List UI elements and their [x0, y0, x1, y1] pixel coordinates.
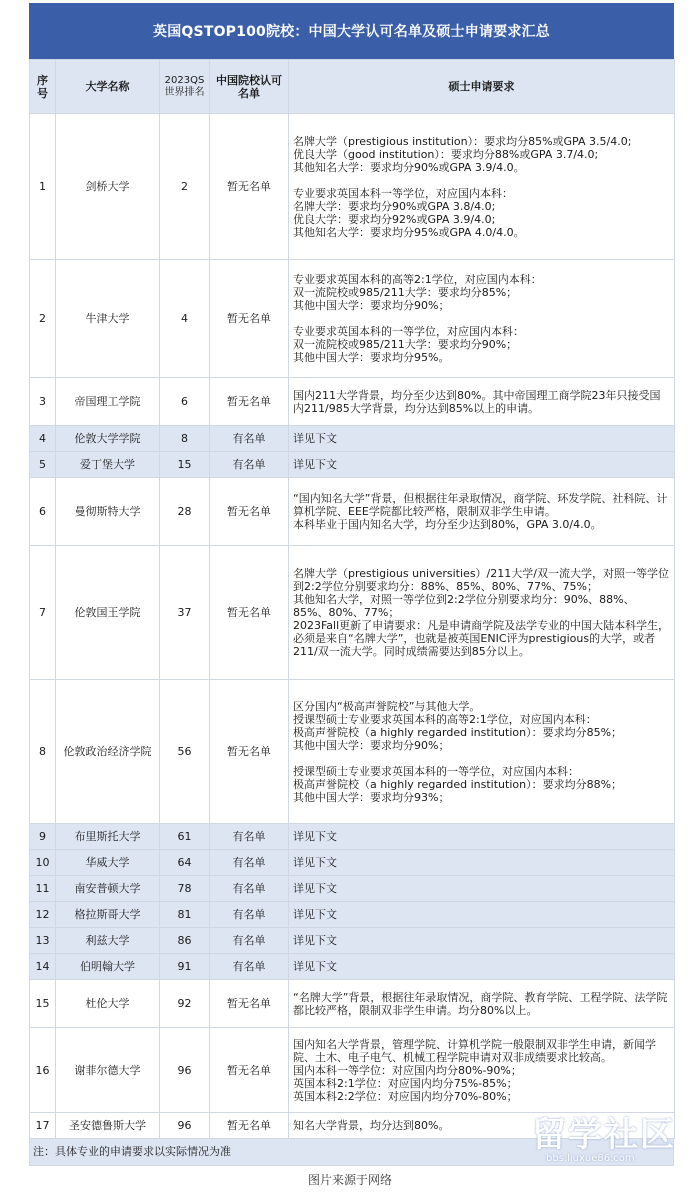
cell-no: 2	[30, 260, 56, 378]
header-rank: 2023QS世界排名	[160, 60, 210, 114]
table-row	[30, 824, 675, 850]
requirement-line: 专业要求英国本科的高等2:1学位，对应国内本科：	[293, 273, 542, 286]
watermark-logo	[532, 1117, 682, 1169]
cell-name: 格拉斯哥大学	[56, 902, 160, 928]
cell-name: 爱丁堡大学	[56, 452, 160, 478]
cell-name: 华威大学	[56, 850, 160, 876]
table-row	[30, 260, 675, 378]
cell-rank: 91	[160, 954, 210, 980]
cell-requirements	[289, 980, 675, 1028]
requirement-line: 其他知名大学：要求均分90%或GPA 3.9/4.0。	[293, 160, 525, 174]
cell-no: 7	[30, 546, 56, 680]
table-row	[30, 876, 675, 902]
cell-name: 剑桥大学	[56, 114, 160, 260]
cell-no: 9	[30, 824, 56, 850]
cell-no: 11	[30, 876, 56, 902]
requirement-line: 其他中国大学：要求均分95%。	[293, 351, 450, 364]
cell-no: 16	[30, 1028, 56, 1113]
requirement-line: 授课型硕士专业要求英国本科的高等2:1学位，对应国内本科：	[293, 712, 597, 726]
cell-rank: 92	[160, 980, 210, 1028]
cell-requirements	[289, 954, 675, 980]
cell-name: 谢菲尔德大学	[56, 1028, 160, 1113]
requirement-line: 详见下文	[293, 856, 337, 869]
cell-requirements	[289, 378, 675, 426]
cell-list: 有名单	[210, 850, 289, 876]
cell-no: 1	[30, 114, 56, 260]
cell-rank: 2	[160, 114, 210, 260]
cell-name: 曼彻斯特大学	[56, 478, 160, 546]
cell-list: 暂无名单	[210, 260, 289, 378]
requirement-line: 国内本科一等学位：对应国内均分80%-90%；	[293, 1063, 522, 1077]
cell-requirements	[289, 824, 675, 850]
cell-list: 有名单	[210, 954, 289, 980]
cell-requirements	[289, 928, 675, 954]
cell-no: 5	[30, 452, 56, 478]
cell-list: 暂无名单	[210, 1113, 289, 1139]
cell-list: 有名单	[210, 928, 289, 954]
cell-list: 有名单	[210, 824, 289, 850]
requirement-line: 极高声誉院校（a highly regarded institution）：要求均分88%；	[293, 777, 623, 791]
cell-rank: 6	[160, 378, 210, 426]
cell-rank: 96	[160, 1028, 210, 1113]
requirement-line: 专业要求英国本科的一等学位，对应国内本科：	[293, 325, 524, 338]
header-name: 大学名称	[56, 60, 160, 114]
table-row	[30, 546, 675, 680]
cell-list: 暂无名单	[210, 680, 289, 824]
cell-list: 有名单	[210, 902, 289, 928]
requirement-line: 国内211大学背景，均分至少达到80%。其中帝国理工商学院23年只接受国内211/985大学背景，均分达到85%以上的申请。	[293, 388, 661, 415]
requirement-line	[293, 752, 670, 765]
table-row	[30, 478, 675, 546]
requirement-line: 优良大学（good institution）：要求均分88%或GPA 3.7/4.0;	[293, 147, 599, 161]
cell-name: 伦敦政治经济学院	[56, 680, 160, 824]
cell-requirements	[289, 546, 675, 680]
requirement-line: 专业要求英国本科一等学位，对应国内本科：	[293, 186, 513, 200]
requirement-line: 授课型硕士专业要求英国本科的一等学位，对应国内本科：	[293, 764, 579, 778]
cell-no: 13	[30, 928, 56, 954]
cell-name: 布里斯托大学	[56, 824, 160, 850]
requirement-line: 详见下文	[293, 432, 337, 445]
cell-no: 6	[30, 478, 56, 546]
cell-no: 14	[30, 954, 56, 980]
cell-list: 暂无名单	[210, 478, 289, 546]
cell-rank: 78	[160, 876, 210, 902]
requirement-line: 英国本科2:2学位：对应国内均分70%-80%；	[293, 1089, 518, 1103]
table-row	[30, 680, 675, 824]
cell-name: 杜伦大学	[56, 980, 160, 1028]
footnote: 注：具体专业的申请要求以实际情况为准	[29, 1139, 674, 1166]
header-no: 序号	[30, 60, 56, 114]
requirement-line: 详见下文	[293, 458, 337, 471]
cell-rank: 4	[160, 260, 210, 378]
requirement-line: 详见下文	[293, 830, 337, 843]
cell-name: 南安普顿大学	[56, 876, 160, 902]
table-row	[30, 378, 675, 426]
requirement-line: 知名大学背景，均分达到80%。	[293, 1119, 450, 1132]
cell-rank: 15	[160, 452, 210, 478]
cell-rank: 28	[160, 478, 210, 546]
requirement-line: 区分国内“极高声誉院校”与其他大学。	[293, 699, 481, 713]
cell-requirements	[289, 114, 675, 260]
requirement-line: “名牌大学”背景，根据往年录取情况，商学院、教育学院、工程学院、法学院都比较严格，限制双非学生申请。均分80%以上。	[293, 990, 668, 1017]
requirement-line: 其他中国大学：要求均分90%；	[293, 738, 450, 752]
cell-rank: 96	[160, 1113, 210, 1139]
cell-list: 暂无名单	[210, 1028, 289, 1113]
requirement-line: 极高声誉院校（a highly regarded institution）：要求均分85%；	[293, 725, 623, 739]
header-req: 硕士申请要求	[289, 60, 675, 114]
cell-no: 17	[30, 1113, 56, 1139]
table-row	[30, 850, 675, 876]
requirement-line: 双一流院校或985/211大学：要求均分85%；	[293, 286, 518, 299]
table-row	[30, 426, 675, 452]
table-row	[30, 114, 675, 260]
cell-requirements	[289, 850, 675, 876]
cell-requirements	[289, 478, 675, 546]
table-row	[30, 928, 675, 954]
cell-no: 4	[30, 426, 56, 452]
requirement-line: 本科毕业于国内知名大学，均分至少达到80%，GPA 3.0/4.0。	[293, 518, 602, 531]
cell-list: 暂无名单	[210, 980, 289, 1028]
requirement-line: 优良大学：要求均分92%或GPA 3.9/4.0;	[293, 212, 496, 226]
cell-rank: 37	[160, 546, 210, 680]
cell-name: 伯明翰大学	[56, 954, 160, 980]
cell-rank: 86	[160, 928, 210, 954]
requirement-line: 2023Fall更新了申请要求：凡是申请商学院及法学专业的中国大陆本科学生，必须是来自“名牌大学”，也就是被英国ENIC评为prestigious的大学，或者211/双一流大学。同时成绩需要达到85分以上。	[293, 619, 670, 658]
table-row	[30, 1028, 675, 1113]
requirement-line	[293, 312, 670, 325]
cell-rank: 56	[160, 680, 210, 824]
cell-name: 利兹大学	[56, 928, 160, 954]
cell-name: 帝国理工学院	[56, 378, 160, 426]
requirement-line: 其他中国大学：要求均分93%；	[293, 790, 450, 804]
cell-requirements	[289, 1028, 675, 1113]
header-list: 中国院校认可名单	[210, 60, 289, 114]
requirement-line: 名牌大学：要求均分90%或GPA 3.8/4.0;	[293, 199, 496, 213]
requirement-line	[293, 174, 670, 187]
requirement-line: 详见下文	[293, 934, 337, 947]
cell-list: 暂无名单	[210, 378, 289, 426]
table-row	[30, 954, 675, 980]
cell-list: 暂无名单	[210, 114, 289, 260]
cell-no: 15	[30, 980, 56, 1028]
cell-requirements	[289, 876, 675, 902]
cell-name: 伦敦国王学院	[56, 546, 160, 680]
cell-list: 有名单	[210, 426, 289, 452]
requirement-line: 其他中国大学：要求均分90%；	[293, 299, 450, 312]
cell-no: 12	[30, 902, 56, 928]
cell-requirements	[289, 902, 675, 928]
cell-name: 伦敦大学学院	[56, 426, 160, 452]
cell-list: 有名单	[210, 452, 289, 478]
requirement-line: 名牌大学（prestigious universities）/211大学/双一流大学，对照一等学位到2:2学位分别要求均分：88%、85%、80%、77%、75%；	[293, 567, 669, 593]
cell-rank: 61	[160, 824, 210, 850]
document	[29, 3, 674, 1166]
table-row	[30, 980, 675, 1028]
cell-rank: 8	[160, 426, 210, 452]
cell-list: 暂无名单	[210, 546, 289, 680]
watermark-text: 留学社区	[532, 1115, 676, 1155]
cell-no: 3	[30, 378, 56, 426]
cell-rank: 81	[160, 902, 210, 928]
cell-no: 10	[30, 850, 56, 876]
requirement-line: “国内知名大学”背景，但根据往年录取情况，商学院、环发学院、社科院、计算机学院、EEE学院都比较严格，限制双非学生申请。	[293, 492, 668, 518]
requirement-line: 名牌大学（prestigious institution）：要求均分85%或GPA 3.5/4.0;	[293, 134, 632, 148]
requirement-line: 其他知名大学：要求均分95%或GPA 4.0/4.0。	[293, 225, 525, 239]
requirement-line: 英国本科2:1学位：对应国内均分75%-85%；	[293, 1076, 518, 1090]
cell-name: 圣安德鲁斯大学	[56, 1113, 160, 1139]
table-row	[30, 902, 675, 928]
requirement-line: 其他知名大学，对照一等学位到2:2学位分别要求均分：90%、88%、85%、80%、77%；	[293, 593, 635, 619]
requirement-line: 详见下文	[293, 960, 337, 973]
cell-list: 有名单	[210, 876, 289, 902]
cell-name: 牛津大学	[56, 260, 160, 378]
cell-requirements	[289, 260, 675, 378]
header-row	[30, 60, 675, 114]
table-row	[30, 452, 675, 478]
cell-requirements	[289, 680, 675, 824]
cell-rank: 64	[160, 850, 210, 876]
universities-table	[29, 59, 675, 1139]
cell-no: 8	[30, 680, 56, 824]
table-title: 英国QSTOP100院校：中国大学认可名单及硕士申请要求汇总	[29, 3, 674, 59]
requirement-line: 详见下文	[293, 908, 337, 921]
image-caption: 图片来源于网络	[307, 1173, 392, 1187]
cell-requirements	[289, 452, 675, 478]
cell-requirements	[289, 426, 675, 452]
requirement-line: 详见下文	[293, 882, 337, 895]
watermark-url: bbs.liuxue86.com	[546, 1153, 635, 1164]
requirement-line: 双一流院校或985/211大学：要求均分90%；	[293, 338, 518, 351]
requirement-line: 国内知名大学背景，管理学院、计算机学院一般限制双非学生申请，新闻学院、土木、电子电气、机械工程学院申请对双非成绩要求比较高。	[293, 1037, 656, 1064]
